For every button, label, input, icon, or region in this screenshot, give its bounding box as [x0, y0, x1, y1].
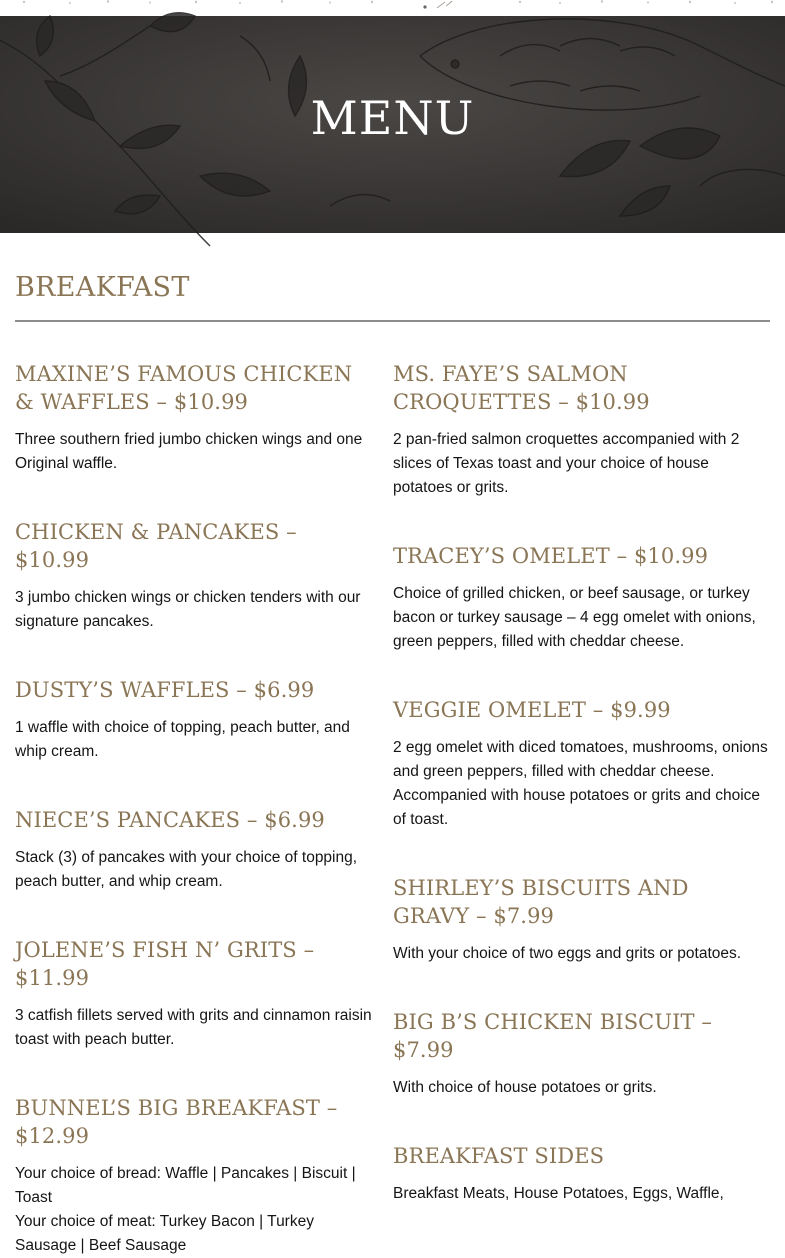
menu-item: [15, 360, 377, 476]
menu-item: [393, 874, 770, 966]
menu-column-left: [15, 360, 377, 1258]
menu-item-title: BUNNEL’S BIG BREAKFAST – $12.99: [15, 1096, 338, 1148]
menu-item: [393, 542, 770, 654]
menu-item-description-line: Choice of grilled chicken, or beef sausage, or turkey bacon or turkey sausage – 4 egg omelet with onions, green peppers, filled with cheddar cheese.: [393, 585, 756, 650]
page-title: MENU: [310, 91, 475, 145]
menu-item-title: MAXINE’S FAMOUS CHICKEN & WAFFLES – $10.99: [15, 362, 353, 414]
menu-item-description-line: 3 catfish fillets served with grits and cinnamon raisin toast with peach butter.: [15, 1007, 372, 1048]
menu-item-description: [15, 586, 377, 634]
menu-item-description-line: 1 waffle with choice of topping, peach butter, and whip cream.: [15, 719, 350, 760]
menu-item-description: [393, 942, 770, 966]
menu-item-description: [15, 846, 377, 894]
menu-item: [15, 676, 377, 764]
menu-item-title: TRACEY’S OMELET – $10.99: [393, 544, 709, 568]
top-decorative-strip: [0, 0, 785, 16]
menu-item-description: [393, 582, 770, 654]
menu-item: [393, 360, 770, 500]
menu-item-description-line: Stack (3) of pancakes with your choice of topping, peach butter, and whip cream.: [15, 849, 358, 890]
menu-item: [15, 1094, 377, 1258]
menu-item-description-line: 2 egg omelet with diced tomatoes, mushrooms, onions and green peppers, filled with cheddar cheese. Accompanied with house potatoes or grits and choice of toast.: [393, 739, 768, 828]
menu-item-description-line: Breakfast Meats, House Potatoes, Eggs, Waffle,: [393, 1185, 724, 1202]
hero-banner: [0, 16, 785, 233]
menu-item-title: NIECE’S PANCAKES – $6.99: [15, 808, 325, 832]
menu-item-description: [15, 716, 377, 764]
menu-item: [15, 518, 377, 634]
menu-item-description: [393, 1182, 770, 1206]
menu-item-description: [15, 1004, 377, 1052]
menu-item-description-line: Your choice of meat: Turkey Bacon | Turkey Sausage | Beef Sausage: [15, 1213, 314, 1254]
menu-item-description: [15, 1162, 377, 1258]
menu-item-title: JOLENE’S FISH N’ GRITS – $11.99: [15, 938, 315, 990]
dotted-border-decoration: [0, 0, 785, 16]
menu-item: [15, 936, 377, 1052]
menu-item-description-line: Three southern fried jumbo chicken wings and one Original waffle.: [15, 431, 363, 472]
menu-item-description: [393, 736, 770, 832]
menu-item-title: MS. FAYE’S SALMON CROQUETTES – $10.99: [393, 362, 650, 414]
menu-item-title: DUSTY’S WAFFLES – $6.99: [15, 678, 315, 702]
menu-item: [15, 806, 377, 894]
menu-item-title: SHIRLEY’S BISCUITS AND GRAVY – $7.99: [393, 876, 689, 928]
menu-item: [393, 696, 770, 832]
menu-item-title: CHICKEN & PANCAKES – $10.99: [15, 520, 297, 572]
menu-item-description: [393, 1076, 770, 1100]
section-divider: [15, 320, 770, 322]
menu-item: [393, 1142, 770, 1206]
menu-item-title: BREAKFAST SIDES: [393, 1144, 605, 1168]
menu-item-title: VEGGIE OMELET – $9.99: [393, 698, 671, 722]
menu-item-description-line: 3 jumbo chicken wings or chicken tenders with our signature pancakes.: [15, 589, 361, 630]
menu-item-description: [393, 428, 770, 500]
menu-item-description-line: With choice of house potatoes or grits.: [393, 1079, 657, 1096]
menu-item-description-line: Your choice of bread: Waffle | Pancakes | Biscuit | Toast: [15, 1165, 356, 1206]
menu-item-title: BIG B’S CHICKEN BISCUIT – $7.99: [393, 1010, 713, 1062]
menu-item-description-line: 2 pan-fried salmon croquettes accompanied with 2 slices of Texas toast and your choice of house potatoes or grits.: [393, 431, 740, 496]
menu-item: [393, 1008, 770, 1100]
menu-item-description-line: With your choice of two eggs and grits or potatoes.: [393, 945, 742, 962]
section-title-breakfast: BREAKFAST: [15, 272, 190, 303]
menu-item-description: [15, 428, 377, 476]
menu-column-right: [393, 360, 770, 1206]
